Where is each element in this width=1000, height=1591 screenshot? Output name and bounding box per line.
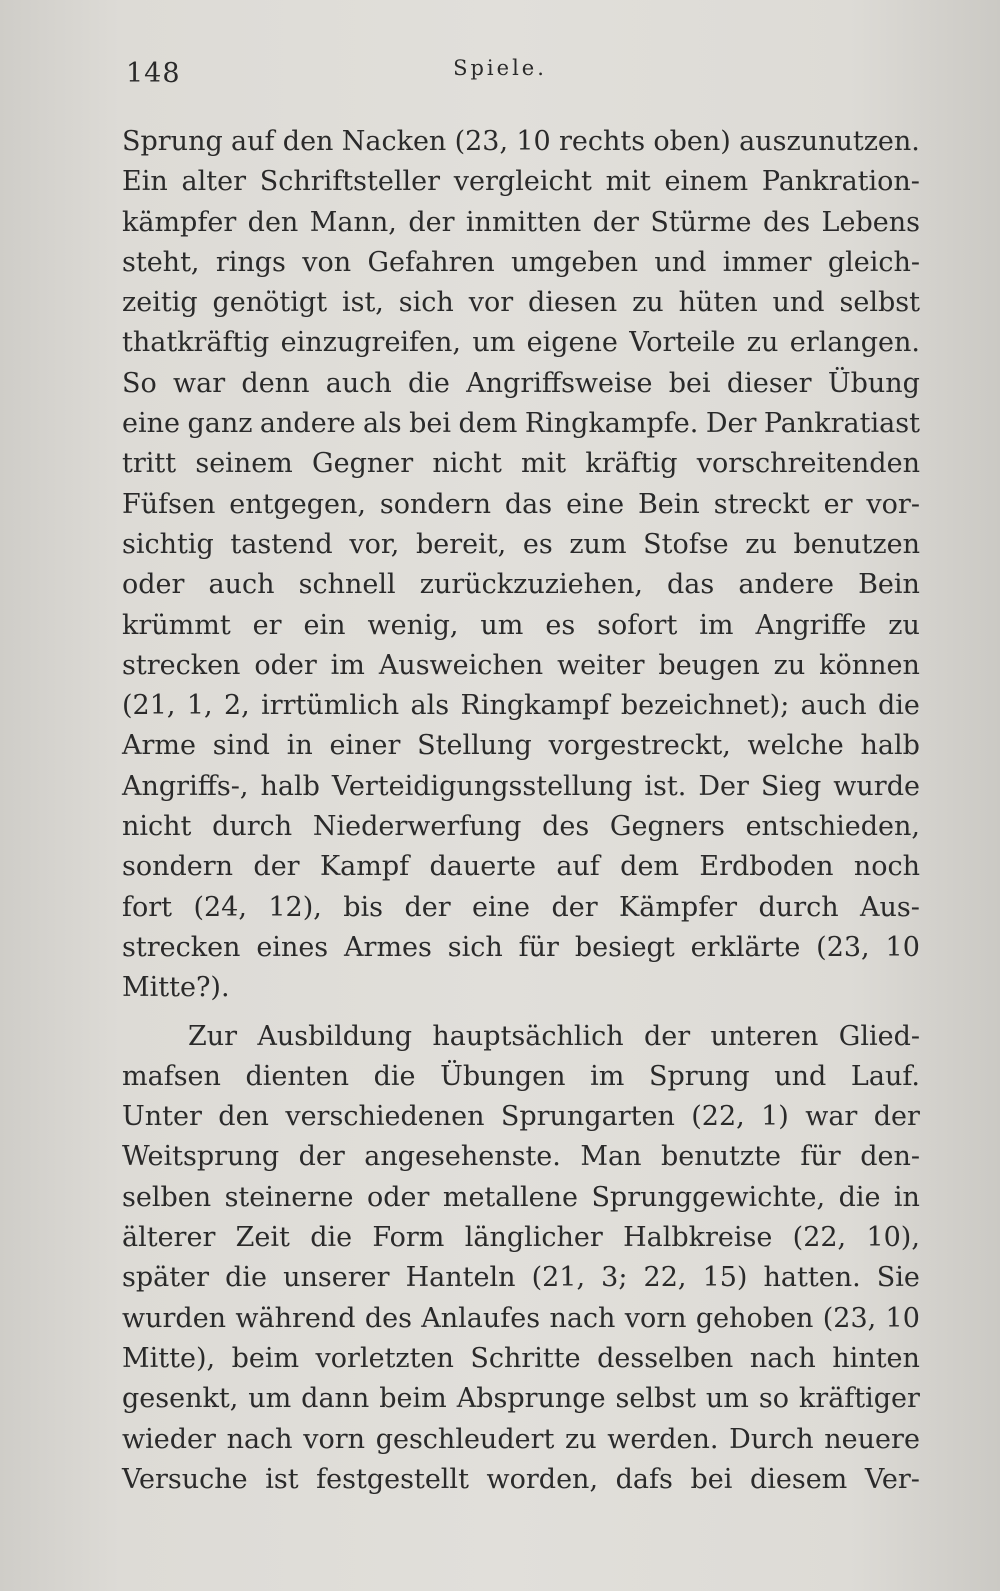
text-line: sondern der Kampf dauerte auf dem Erdboden noch	[122, 851, 920, 883]
text-line: gesenkt, um dann beim Absprunge selbst um so kräftiger	[122, 1383, 920, 1415]
text-line: Ein alter Schriftsteller vergleicht mit einem Pankration-	[122, 166, 920, 198]
text-line: Angriffs-, halb Verteidigungsstellung ist. Der Sieg wurde	[122, 770, 920, 802]
text-line: oder auch schnell zurückzuziehen, das andere Bein	[122, 569, 920, 601]
text-line: Weitsprung der angesehenste. Man benutzte für den-	[122, 1141, 920, 1173]
text-line: krümmt er ein wenig, um es sofort im Angriffe zu	[122, 609, 920, 641]
paragraph	[122, 122, 920, 1009]
text-line: wurden während des Anlaufes nach vorn gehoben (23, 10	[122, 1302, 920, 1334]
text-line: mafsen dienten die Übungen im Sprung und Lauf.	[122, 1060, 920, 1092]
text-line: nicht durch Niederwerfung des Gegners entschieden,	[122, 811, 920, 843]
text-line: Füfsen entgegen, sondern das eine Bein streckt er vor-	[122, 488, 920, 520]
text-line: kämpfer den Mann, der inmitten der Stürme des Lebens	[122, 206, 920, 238]
text-line: tritt seinem Gegner nicht mit kräftig vorschreitenden	[122, 448, 920, 480]
paragraph	[122, 1017, 920, 1501]
text-line: Sprung auf den Nacken (23, 10 rechts oben) auszunutzen.	[122, 126, 920, 157]
text-line: fort (24, 12), bis der eine der Kämpfer durch Aus-	[122, 891, 920, 923]
text-line: Unter den verschiedenen Sprungarten (22, 1) war der	[122, 1101, 920, 1133]
text-line: Mitte), beim vorletzten Schritte desselben nach hinten	[122, 1342, 920, 1374]
text-line: eine ganz andere als bei dem Ringkampfe. Der Pankratiast	[122, 408, 920, 440]
text-line: steht, rings von Gefahren umgeben und immer gleich-	[122, 246, 920, 278]
text-line: älterer Zeit die Form länglicher Halbkreise (22, 10),	[122, 1222, 920, 1254]
text-line: später die unserer Hanteln (21, 3; 22, 15) hatten. Sie	[122, 1262, 920, 1294]
text-line: sichtig tastend vor, bereit, es zum Stofse zu benutzen	[122, 528, 920, 560]
running-title: Spiele.	[453, 56, 547, 80]
text-line: wieder nach vorn geschleudert zu werden. Durch neuere	[122, 1423, 920, 1455]
text-line: zeitig genötigt ist, sich vor diesen zu hüten und selbst	[122, 287, 920, 319]
text-line: strecken oder im Ausweichen weiter beugen zu können	[122, 649, 920, 681]
text-line: (21, 1, 2, irrtümlich als Ringkampf bezeichnet); auch die	[122, 690, 920, 722]
text-line: selben steinerne oder metallene Sprunggewichte, die in	[122, 1181, 920, 1213]
page-number: 148	[126, 58, 181, 89]
text-line: Zur Ausbildung hauptsächlich der unteren Glied-	[188, 1020, 920, 1052]
text-line: So war denn auch die Angriffsweise bei dieser Übung	[122, 367, 920, 399]
body-text	[122, 122, 920, 1500]
text-line: Versuche ist festgestellt worden, dafs bei diesem Ver-	[122, 1463, 920, 1495]
text-line: strecken eines Armes sich für besiegt erklärte (23, 10	[122, 931, 920, 963]
text-line: Arme sind in einer Stellung vorgestreckt, welche halb	[122, 730, 920, 762]
text-line: Mitte?).	[122, 972, 230, 1004]
text-line: thatkräftig einzugreifen, um eigene Vorteile zu erlangen.	[122, 327, 920, 359]
